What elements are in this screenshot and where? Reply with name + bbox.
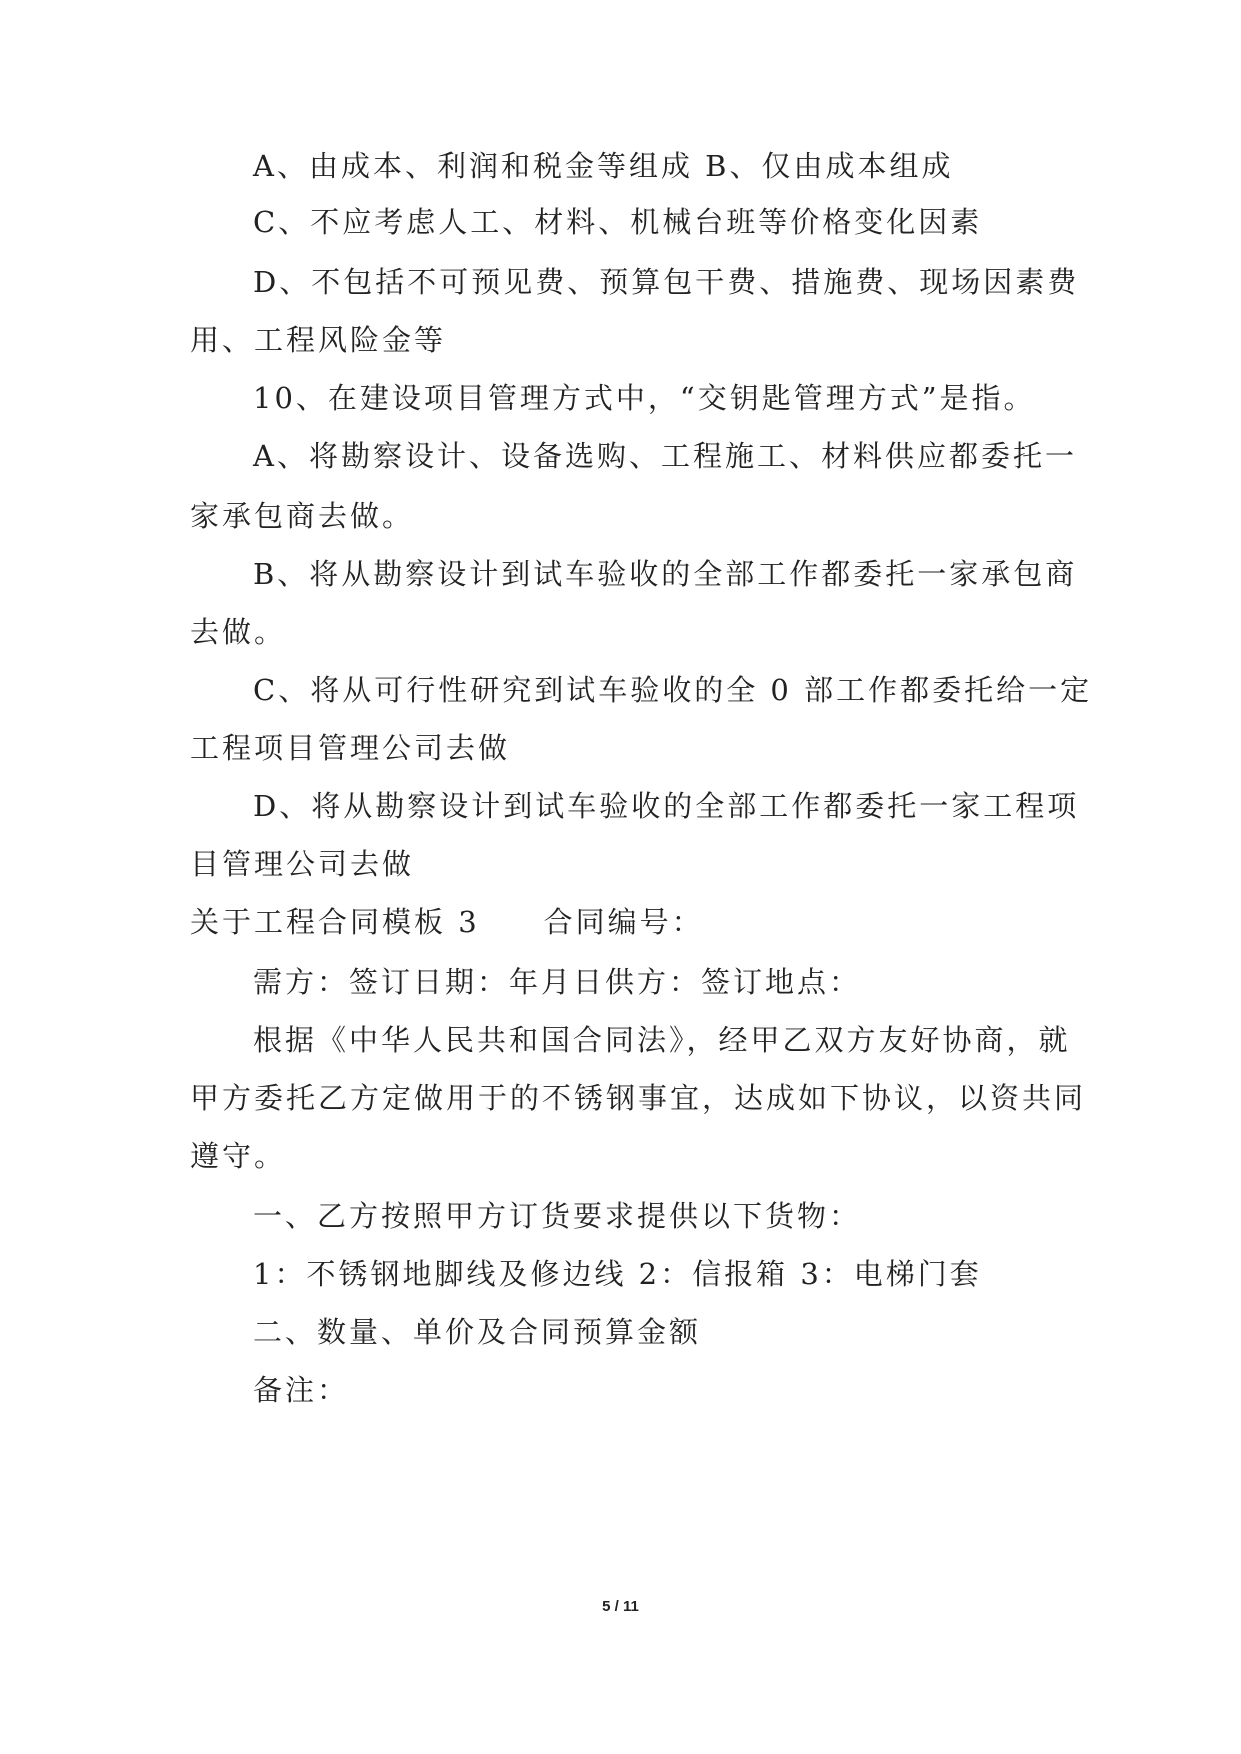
question-10-option-d-line: D、将从勘察设计到试车验收的全部工作都委托一家工程项 [253,789,1080,823]
question-10-line: 10、在建设项目管理方式中，“交钥匙管理方式”是指。 [253,381,1036,415]
question-10-option-b-line: B、将从勘察设计到试车验收的全部工作都委托一家承包商 [253,557,1078,591]
question-10-option-d-continued: 目管理公司去做 [190,847,415,881]
contract-template-heading: 关于工程合同模板 3 合同编号： [190,905,704,939]
preamble-line-1: 根据《中华人民共和国合同法》，经甲乙双方友好协商，就 [253,1023,1071,1057]
clause-2-heading: 二、数量、单价及合同预算金额 [253,1315,702,1349]
preamble-line-3: 遵守。 [190,1139,287,1173]
clause-1-heading: 一、乙方按照甲方订货要求提供以下货物： [253,1199,862,1233]
question-10-option-a-line: A、将勘察设计、设备选购、工程施工、材料供应都委托一 [253,439,1077,473]
question-10-option-c-line: C、将从可行性研究到试车验收的全 0 部工作都委托给一定 [253,673,1093,707]
remarks-line: 备注： [253,1373,350,1407]
question-10-option-b-continued: 去做。 [190,615,287,649]
option-c-line: C、不应考虑人工、材料、机械台班等价格变化因素 [253,205,983,239]
option-d-line: D、不包括不可预见费、预算包干费、措施费、现场因素费 [253,265,1080,299]
goods-list-line: 1：不锈钢地脚线及修边线 2：信报箱 3：电梯门套 [253,1257,982,1291]
preamble-line-2: 甲方委托乙方定做用于的不锈钢事宜，达成如下协议，以资共同 [190,1081,1087,1115]
question-10-option-c-continued: 工程项目管理公司去做 [190,731,511,765]
page-number: 5 / 11 [602,1598,639,1615]
question-10-option-a-continued: 家承包商去做。 [190,499,415,533]
option-d-line-continued: 用、工程风险金等 [190,323,447,357]
parties-line: 需方：签订日期：年月日供方：签订地点： [253,965,862,999]
option-a-line: A、由成本、利润和税金等组成 B、仅由成本组成 [253,149,954,183]
